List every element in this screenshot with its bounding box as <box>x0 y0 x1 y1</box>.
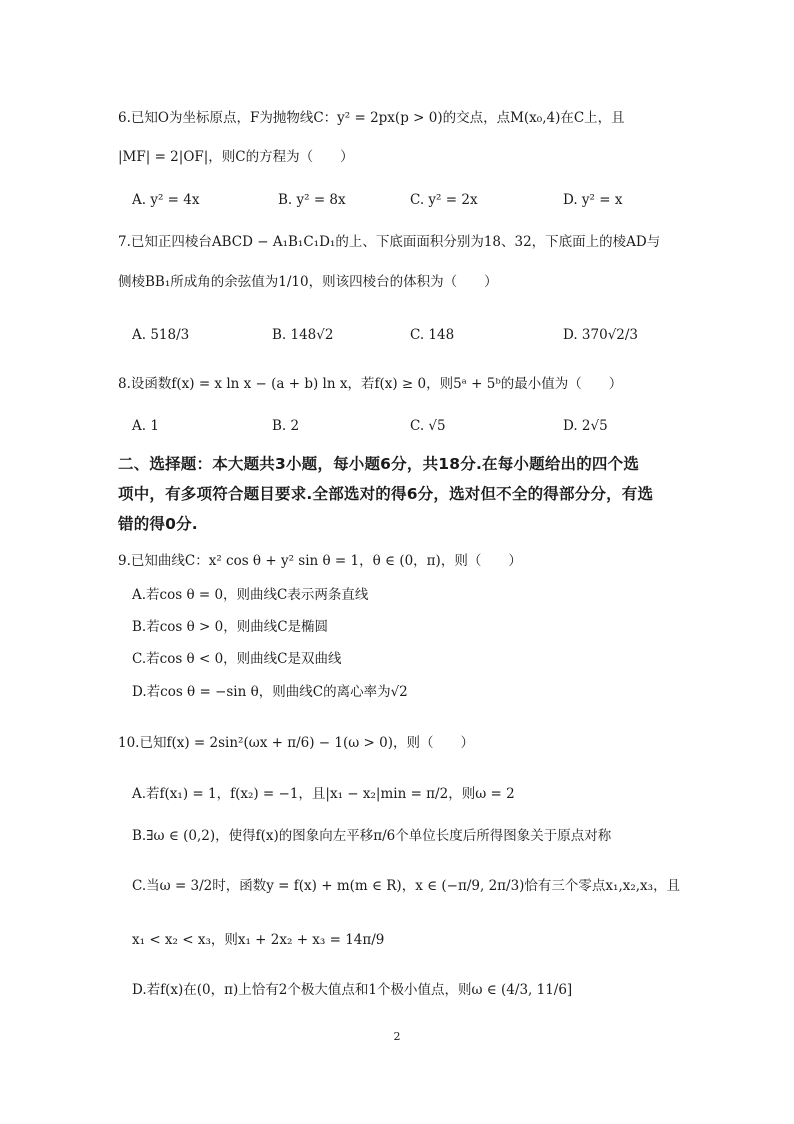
section-header-line-2: 项中，有多项符合题目要求.全部选对的得6分，选对但不全的得部分分，有选 <box>118 485 654 503</box>
q10-stem-line-1: 10.已知f(x) = 2sin²(ωx + π/6) − 1(ω > 0)，则（ ） <box>118 735 475 751</box>
q6-stem-line-2: |MF| = 2|OF|，则C的方程为（ ） <box>118 149 354 165</box>
q10-option-a: A.若f(x₁) = 1，f(x₂) = −1，且|x₁ − x₂|min = π/2，则ω = 2 <box>132 786 515 802</box>
q7-option-a: A. 518/3 <box>132 327 190 343</box>
q9-stem-line-1: 9.已知曲线C：x² cos θ + y² sin θ = 1，θ ∈ (0，π)，则（ ） <box>118 553 522 569</box>
q9-option-b: B.若cos θ > 0，则曲线C是椭圆 <box>132 619 329 635</box>
q10-option-d: D.若f(x)在(0，π)上恰有2个极大值点和1个极小值点，则ω ∈ (4/3, 11/6] <box>132 982 573 998</box>
q9-option-d: D.若cos θ = −sin θ，则曲线C的离心率为√2 <box>132 684 408 700</box>
page-number: 2 <box>393 1030 401 1043</box>
section-header-line-1: 二、选择题：本大题共3小题，每小题6分，共18分.在每小题给出的四个选 <box>118 455 640 473</box>
q10-option-b: B.∃ω ∈ (0,2)，使得f(x)的图象向左平移π/6个单位长度后所得图象关于原点对称 <box>132 828 612 844</box>
q9-option-a: A.若cos θ = 0，则曲线C表示两条直线 <box>132 587 369 603</box>
q8-option-a: A. 1 <box>132 418 159 434</box>
q7-option-c: C. 148 <box>410 327 455 343</box>
q7-stem-line-2: 侧棱BB₁所成角的余弦值为1/10，则该四棱台的体积为（ ） <box>118 274 498 290</box>
q10-option-c-line-2: x₁ < x₂ < x₃，则x₁ + 2x₂ + x₃ = 14π/9 <box>132 932 385 948</box>
q6-option-d: D. y² = x <box>563 192 623 208</box>
q8-option-d: D. 2√5 <box>563 418 608 434</box>
q8-option-c: C. √5 <box>410 418 446 434</box>
q8-option-b: B. 2 <box>272 418 300 434</box>
section-header-line-3: 错的得0分. <box>118 515 198 533</box>
q8-stem-line-1: 8.设函数f(x) = x ln x − (a + b) ln x，若f(x) ≥ 0，则5ᵃ + 5ᵇ的最小值为（ ） <box>118 376 623 392</box>
q6-option-c: C. y² = 2x <box>410 192 478 208</box>
q10-option-c-line-1: C.当ω = 3/2时，函数y = f(x) + m(m ∈ R)，x ∈ (−π/9, 2π/3)恰有三个零点x₁,x₂,x₃，且 <box>132 878 681 894</box>
q7-stem-line-1: 7.已知正四棱台ABCD − A₁B₁C₁D₁的上、下底面面积分别为18、32，下底面上的棱AD与 <box>118 234 661 250</box>
q6-stem-line-1: 6.已知O为坐标原点，F为抛物线C：y² = 2px(p > 0)的交点，点M(x₀,4)在C上，且 <box>118 110 625 126</box>
q6-option-b: B. y² = 8x <box>278 192 346 208</box>
q6-option-a: A. y² = 4x <box>132 192 200 208</box>
q7-option-d: D. 370√2/3 <box>563 327 639 343</box>
q7-option-b: B. 148√2 <box>272 327 334 343</box>
q9-option-c: C.若cos θ < 0，则曲线C是双曲线 <box>132 651 342 667</box>
